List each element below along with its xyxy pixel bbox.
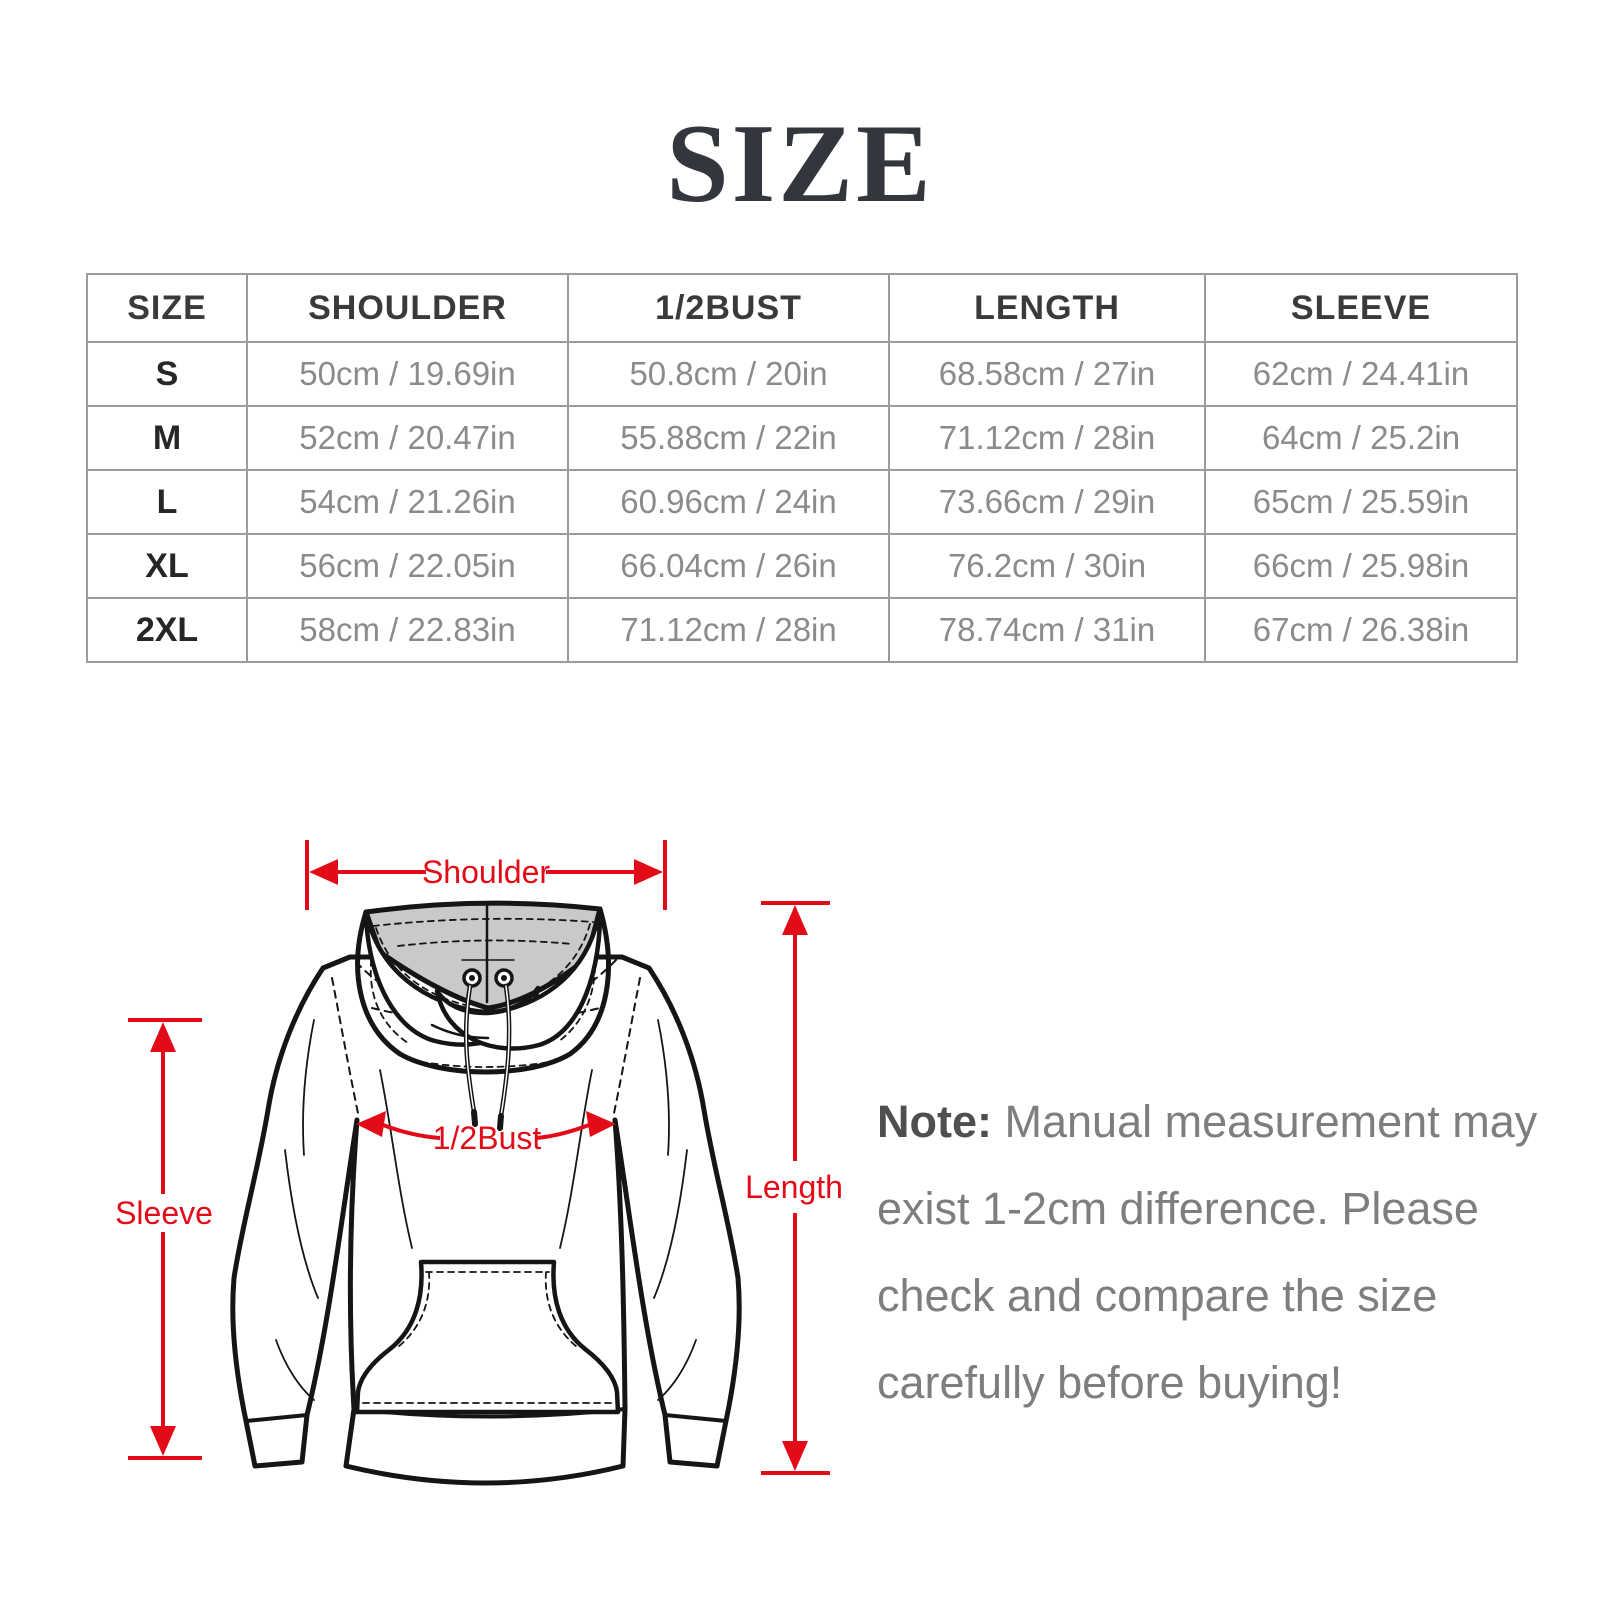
shoulder-cell: 52cm / 20.47in xyxy=(247,406,568,470)
length-cell: 76.2cm / 30in xyxy=(889,534,1205,598)
table-row xyxy=(87,342,1517,406)
note-line xyxy=(877,1078,1538,1165)
length-arrow-label: Length xyxy=(745,1169,843,1205)
hoodie-drawing xyxy=(233,903,739,1483)
sleeve-cell: 64cm / 25.2in xyxy=(1205,406,1517,470)
size-label-cell: L xyxy=(87,470,247,534)
note-text: Manual measurement may xyxy=(1004,1096,1538,1147)
half-bust-cell: 60.96cm / 24in xyxy=(568,470,889,534)
shoulder-cell: 56cm / 22.05in xyxy=(247,534,568,598)
length-cell: 71.12cm / 28in xyxy=(889,406,1205,470)
length-cell: 73.66cm / 29in xyxy=(889,470,1205,534)
table-row xyxy=(87,534,1517,598)
sleeve-cell: 62cm / 24.41in xyxy=(1205,342,1517,406)
size-label-cell: S xyxy=(87,342,247,406)
table-row xyxy=(87,470,1517,534)
hoodie-measurement-diagram xyxy=(80,820,860,1540)
col-header-length: LENGTH xyxy=(889,274,1205,342)
sleeve-arrow xyxy=(115,1020,213,1458)
shoulder-arrow xyxy=(307,840,665,910)
note-line: carefully before buying! xyxy=(877,1357,1343,1408)
half-bust-cell: 71.12cm / 28in xyxy=(568,598,889,662)
length-cell: 68.58cm / 27in xyxy=(889,342,1205,406)
half-bust-cell: 55.88cm / 22in xyxy=(568,406,889,470)
table-row xyxy=(87,598,1517,662)
size-label-cell: M xyxy=(87,406,247,470)
sleeve-arrow-label: Sleeve xyxy=(115,1195,213,1231)
size-label-cell: 2XL xyxy=(87,598,247,662)
shoulder-cell: 54cm / 21.26in xyxy=(247,470,568,534)
table-header-row xyxy=(87,274,1517,342)
note-line: check and compare the size xyxy=(877,1270,1438,1321)
sleeve-cell: 66cm / 25.98in xyxy=(1205,534,1517,598)
note-line: exist 1-2cm difference. Please xyxy=(877,1183,1479,1234)
measurement-note xyxy=(877,1078,1538,1426)
size-label-cell: XL xyxy=(87,534,247,598)
half-bust-cell: 50.8cm / 20in xyxy=(568,342,889,406)
shoulder-cell: 58cm / 22.83in xyxy=(247,598,568,662)
col-header-shoulder: SHOULDER xyxy=(247,274,568,342)
note-label: Note: xyxy=(877,1096,992,1147)
col-header-sleeve: SLEEVE xyxy=(1205,274,1517,342)
shoulder-cell: 50cm / 19.69in xyxy=(247,342,568,406)
table-row xyxy=(87,406,1517,470)
length-arrow xyxy=(745,903,843,1473)
sleeve-cell: 67cm / 26.38in xyxy=(1205,598,1517,662)
half-bust-arrow-label: 1/2Bust xyxy=(432,1120,542,1156)
length-cell: 78.74cm / 31in xyxy=(889,598,1205,662)
half-bust-cell: 66.04cm / 26in xyxy=(568,534,889,598)
page-title: SIZE xyxy=(666,102,934,226)
shoulder-arrow-label: Shoulder xyxy=(421,854,551,890)
sleeve-cell: 65cm / 25.59in xyxy=(1205,470,1517,534)
col-header-half-bust: 1/2BUST xyxy=(568,274,889,342)
size-table xyxy=(86,273,1518,663)
col-header-size: SIZE xyxy=(87,274,247,342)
